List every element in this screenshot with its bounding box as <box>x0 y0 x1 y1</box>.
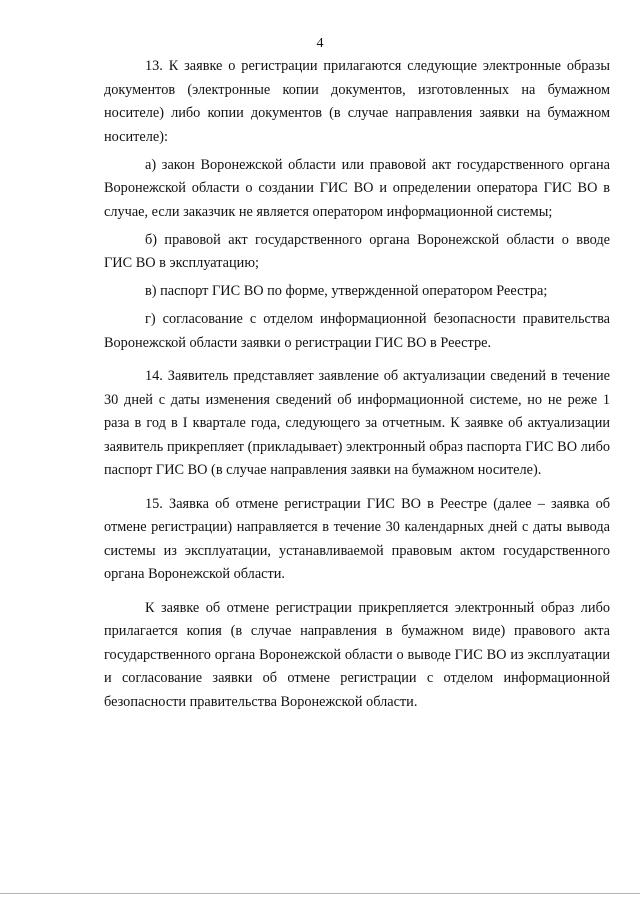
page-number: 4 <box>316 36 324 51</box>
paragraph-13-item-g: г) согласование с отделом информационной безопасности правительства Воронежской области заявки о регистрации ГИС ВО в Реестре. <box>104 311 610 351</box>
paragraph-15-attachment: К заявке об отмене регистрации прикрепляется электронный образ либо прилагается копия (в случае направления в бумажном виде) правового акта государственного органа Воронежской области о выводе ГИС ВО из эксплуатации и согласование заявки об отмене регистрации с отделом информационной безопасности правительства Воронежской области. <box>104 599 610 710</box>
paragraph-13-item-b: б) правовой акт государственного органа Воронежской области о вводе ГИС ВО в эксплуатацию; <box>104 231 610 271</box>
paragraph-13: 13. К заявке о регистрации прилагаются следующие электронные образы документов (электронные копии документов, изготовленных на бумажном носителе) либо копии документов (в случае направления заявки на бумажном носителе): <box>104 58 610 145</box>
document-body <box>104 55 610 719</box>
paragraph-14: 14. Заявитель представляет заявление об актуализации сведений в течение 30 дней с даты изменения сведений об информационной системе, но не реже 1 раза в год в I квартале года, следующего за отчетным. К заявке об актуализации заявитель прикрепляет (прикладывает) электронный образ паспорта ГИС ВО либо паспорт ГИС ВО (в случае направления заявки на бумажном носителе). <box>104 368 610 478</box>
paragraph-15: 15. Заявка об отмене регистрации ГИС ВО в Реестре (далее – заявка об отмене регистрации) направляется в течение 30 календарных дней с даты вывода системы из эксплуатации, устанавливаемой правовым актом государственного органа Воронежской области. <box>104 495 610 582</box>
page-bottom-edge <box>0 893 640 894</box>
paragraph-13-item-a: а) закон Воронежской области или правовой акт государственного органа Воронежской области о создании ГИС ВО и определении оператора ГИС ВО в случае, если заказчик не является оператором информационной системы; <box>104 156 610 220</box>
paragraph-13-item-v: в) паспорт ГИС ВО по форме, утвержденной оператором Реестра; <box>145 283 548 299</box>
